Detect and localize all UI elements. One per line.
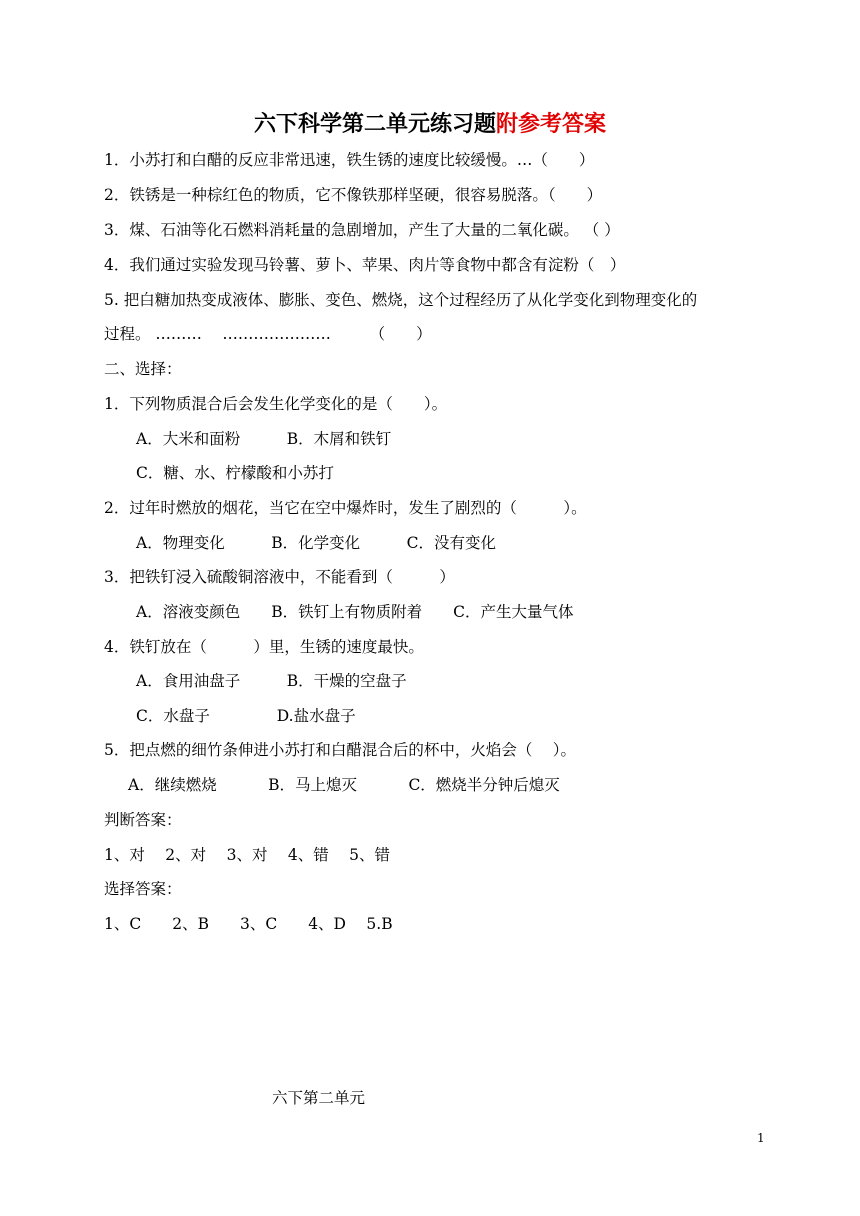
choice-answers-heading: 选择答案： (104, 880, 182, 898)
judge-answers: 1、对 2、对 3、对 4、错 5、错 (104, 846, 391, 864)
page-title (0, 108, 860, 140)
page-number: 1 (757, 1131, 765, 1145)
judge-question-5: 5. 把白糖加热变成液体、膨胀、变色、燃烧，这个过程经历了从化学变化到物理变化的 (104, 291, 698, 309)
choice-answers: 1、C 2、B 3、C 4、D 5.B (104, 915, 393, 933)
choice-question-4: 4．铁钉放在（ ）里，生锈的速度最快。 (104, 638, 424, 656)
choice-4-options-b: C．水盘子 D.盐水盘子 (136, 707, 356, 725)
choice-heading: 二、选择： (104, 360, 182, 378)
choice-question-1: 1．下列物质混合后会发生化学变化的是（ ）。 (104, 395, 448, 413)
choice-4-options-a: A．食用油盘子 B．干燥的空盘子 (136, 672, 407, 690)
title-main: 六下科学第二单元练习题 (253, 111, 496, 137)
judge-question-4: 4．我们通过实验发现马铃薯、萝卜、苹果、肉片等食物中都含有淀粉（ ） (104, 256, 626, 274)
choice-1-options-a: A．大米和面粉 B．木屑和铁钉 (136, 430, 392, 448)
choice-2-options: A．物理变化 B．化学变化 C．没有变化 (136, 534, 496, 552)
judge-answers-heading: 判断答案： (104, 811, 182, 829)
choice-1-options-b: C．糖、水、柠檬酸和小苏打 (136, 464, 334, 482)
choice-5-options: A．继续燃烧 B．马上熄灭 C．燃烧半分钟后熄灭 (128, 776, 560, 794)
judge-question-3: 3．煤、石油等化石燃料消耗量的急剧增加，产生了大量的二氧化碳。 （ ） (104, 221, 620, 239)
footer-text: 六下第二单元 (272, 1089, 366, 1107)
judge-question-1: 1．小苏打和白醋的反应非常迅速，铁生锈的速度比较缓慢。…（ ） (104, 151, 595, 169)
judge-question-5-cont: 过程。 ……… ………………… （ ） (104, 325, 432, 343)
title-answer-suffix: 附参考答案 (496, 111, 607, 137)
choice-3-options: A．溶液变颜色 B．铁钉上有物质附着 C．产生大量气体 (136, 603, 574, 621)
choice-question-5: 5．把点燃的细竹条伸进小苏打和白醋混合后的杯中，火焰会（ ）。 (104, 741, 577, 759)
judge-question-2: 2．铁锈是一种棕红色的物质，它不像铁那样坚硬，很容易脱落。（ ） (104, 186, 603, 204)
choice-question-2: 2．过年时燃放的烟花，当它在空中爆炸时，发生了剧烈的（ ）。 (104, 499, 587, 517)
choice-question-3: 3．把铁钉浸入硫酸铜溶液中，不能看到（ ） (104, 568, 455, 586)
